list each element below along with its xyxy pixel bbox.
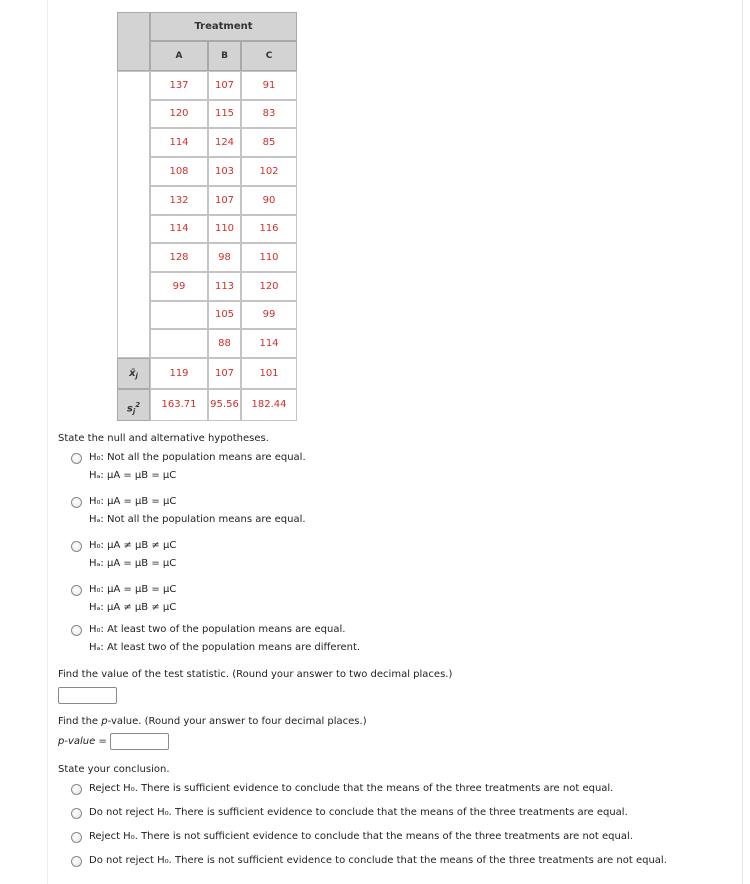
test-stat-input[interactable] (58, 687, 117, 704)
table-cell (150, 301, 208, 329)
test-stat-prompt: Find the value of the test statistic. (Round your answer to two decimal places.) (58, 669, 453, 680)
mean-row-label (117, 358, 150, 389)
hypothesis-radio-4[interactable] (71, 585, 82, 596)
table-cell: 137 (150, 71, 208, 100)
table-cell (150, 329, 208, 358)
table-cell: 115 (208, 100, 241, 128)
hypothesis-null-text: H₀: At least two of the population means are equal. (89, 624, 346, 635)
column-header-a: A (150, 41, 208, 71)
table-cell: 105 (208, 301, 241, 329)
conclusion-prompt: State your conclusion. (58, 764, 170, 775)
hypothesis-null-text: H₀: μA = μB = μC (89, 496, 177, 507)
variance-cell: 182.44 (241, 389, 297, 421)
table-cell: 113 (208, 272, 241, 301)
column-header-c: C (241, 41, 297, 71)
hypothesis-radio-1[interactable] (71, 453, 82, 464)
hypothesis-radio-2[interactable] (71, 497, 82, 508)
conclusion-text: Do not reject H₀. There is not sufficient evidence to conclude that the means of the three treatments are not equal. (89, 855, 667, 866)
variance-cell: 163.71 (150, 389, 208, 421)
table-cell: 90 (241, 186, 297, 215)
table-cell: 91 (241, 71, 297, 100)
pvalue-prompt-pre: Find the (58, 716, 102, 727)
variance-symbol: s (126, 403, 133, 415)
variance-subscript: j (132, 407, 136, 416)
table-cell: 114 (241, 329, 297, 358)
hypothesis-null-text: H₀: μA = μB = μC (89, 584, 177, 595)
pvalue-prompt-italic: p (101, 716, 108, 727)
table-cell: 107 (208, 186, 241, 215)
conclusion-text: Reject H₀. There is not sufficient evidence to conclude that the means of the three treatments are not equal. (89, 831, 633, 842)
column-header-b: B (208, 41, 241, 71)
treatment-header: Treatment (150, 12, 297, 41)
table-cell: 98 (208, 243, 241, 272)
hypothesis-radio-3[interactable] (71, 541, 82, 552)
hypothesis-alt-text: Hₐ: Not all the population means are equal. (89, 514, 306, 525)
conclusion-radio-3[interactable] (71, 832, 82, 843)
mean-cell: 101 (241, 358, 297, 389)
hypothesis-alt-text: Hₐ: μA ≠ μB ≠ μC (89, 602, 177, 613)
hypothesis-alt-text: Hₐ: At least two of the population means are different. (89, 642, 361, 653)
table-cell: 85 (241, 128, 297, 157)
conclusion-text: Do not reject H₀. There is sufficient evidence to conclude that the means of the three treatments are equal. (89, 807, 628, 818)
table-cell: 116 (241, 215, 297, 243)
table-corner (117, 12, 150, 71)
table-cell: 110 (241, 243, 297, 272)
conclusion-text: Reject H₀. There is sufficient evidence to conclude that the means of the three treatments are not equal. (89, 783, 614, 794)
table-cell: 107 (208, 71, 241, 100)
table-cell: 108 (150, 157, 208, 186)
table-cell: 83 (241, 100, 297, 128)
mean-symbol: x̄ (129, 368, 136, 379)
pvalue-prompt-post: -value. (Round your answer to four decimal places.) (107, 716, 367, 727)
mean-cell: 107 (208, 358, 241, 389)
hypothesis-null-text: H₀: Not all the population means are equal. (89, 452, 306, 463)
mean-subscript: j (135, 372, 138, 380)
variance-superscript: 2 (135, 401, 141, 409)
content-right-border (742, 0, 743, 884)
hypotheses-prompt: State the null and alternative hypotheses. (58, 433, 269, 444)
pvalue-prompt (58, 716, 367, 727)
hypothesis-alt-text: Hₐ: μA = μB = μC (89, 470, 177, 481)
hypothesis-null-text: H₀: μA ≠ μB ≠ μC (89, 540, 177, 551)
table-cell: 124 (208, 128, 241, 157)
table-cell: 99 (150, 272, 208, 301)
table-cell: 114 (150, 215, 208, 243)
mean-cell: 119 (150, 358, 208, 389)
table-cell: 120 (150, 100, 208, 128)
table-cell: 114 (150, 128, 208, 157)
table-cell: 103 (208, 157, 241, 186)
table-cell: 102 (241, 157, 297, 186)
table-cell: 128 (150, 243, 208, 272)
row-label-column (117, 71, 150, 358)
content-left-border (47, 0, 48, 884)
pvalue-label: p-value = (58, 736, 107, 747)
table-cell: 99 (241, 301, 297, 329)
variance-row-label (117, 389, 150, 421)
hypothesis-alt-text: Hₐ: μA = μB = μC (89, 558, 177, 569)
table-cell: 110 (208, 215, 241, 243)
hypothesis-radio-5[interactable] (71, 625, 82, 636)
conclusion-radio-2[interactable] (71, 808, 82, 819)
table-cell: 120 (241, 272, 297, 301)
conclusion-radio-1[interactable] (71, 784, 82, 795)
table-cell: 132 (150, 186, 208, 215)
table-cell: 88 (208, 329, 241, 358)
pvalue-input[interactable] (110, 733, 169, 750)
conclusion-radio-4[interactable] (71, 856, 82, 867)
variance-cell: 95.56 (208, 389, 241, 421)
